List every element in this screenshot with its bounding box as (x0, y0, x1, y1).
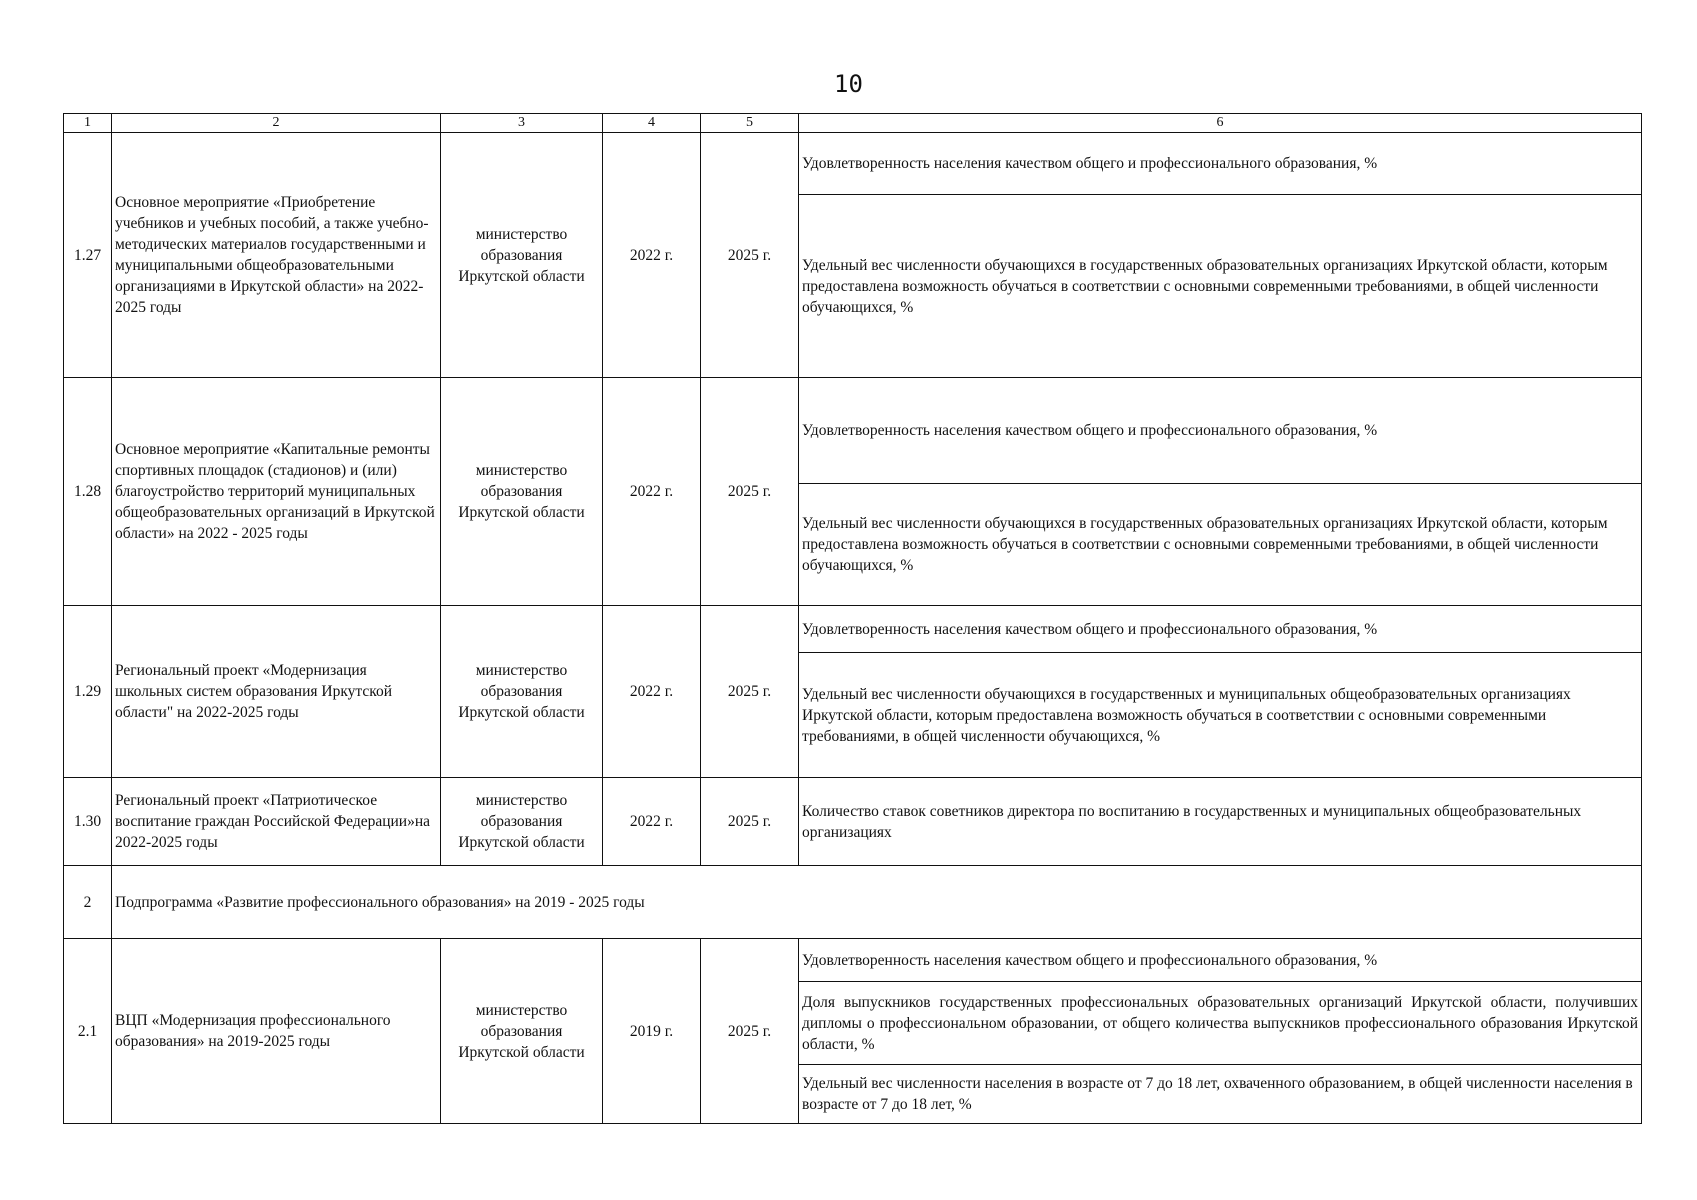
indicator: Количество ставок советников директора по воспитанию в государственных и муниципальных общеобразовательных организациях (799, 778, 1642, 866)
executor: министерство образования Иркутской области (441, 378, 603, 606)
measure-title: ВЦП «Модернизация профессионального образования» на 2019-2025 годы (112, 939, 441, 1124)
subprogram-row (64, 866, 1642, 939)
row-number: 2 (64, 866, 112, 939)
end-year: 2025 г. (701, 133, 799, 378)
executor: министерство образования Иркутской области (441, 133, 603, 378)
executor: министерство образования Иркутской области (441, 778, 603, 866)
start-year: 2019 г. (603, 939, 701, 1124)
column-number: 3 (441, 114, 603, 133)
column-number: 4 (603, 114, 701, 133)
indicator: Удельный вес численности обучающихся в государственных и муниципальных общеобразовательных организациях Иркутской области, которым предоставлена возможность обучаться в соответствии с основными современными требованиями, в общей численности обучающихся, % (799, 653, 1642, 778)
measure-title: Основное мероприятие «Капитальные ремонты спортивных площадок (стадионов) и (или) благоустройство территорий муниципальных общеобразовательных организаций в Иркутской области» на 2022 - 2025 годы (112, 378, 441, 606)
column-number: 5 (701, 114, 799, 133)
column-number-row (64, 114, 1642, 133)
executor: министерство образования Иркутской области (441, 606, 603, 778)
indicator: Удельный вес численности населения в возрасте от 7 до 18 лет, охваченного образованием, в общей численности населения в возрасте от 7 до 18 лет, % (799, 1065, 1642, 1124)
column-number: 6 (799, 114, 1642, 133)
start-year: 2022 г. (603, 778, 701, 866)
page-number: 10 (834, 70, 863, 98)
measure-title: Основное мероприятие «Приобретение учебников и учебных пособий, а также учебно-методических материалов государственными и муниципальными общеобразовательными организациями в Иркутской области» на 2022-2025 годы (112, 133, 441, 378)
row-number: 2.1 (64, 939, 112, 1124)
measures-table (63, 113, 1642, 1124)
column-number: 1 (64, 114, 112, 133)
indicator: Доля выпускников государственных профессиональных образовательных организаций Иркутской области, получивших дипломы о профессиональном образовании, от общего количества выпускников профессионального образования Иркутской области, % (799, 982, 1642, 1065)
executor: министерство образования Иркутской области (441, 939, 603, 1124)
end-year: 2025 г. (701, 778, 799, 866)
row-number: 1.30 (64, 778, 112, 866)
row-number: 1.28 (64, 378, 112, 606)
column-number: 2 (112, 114, 441, 133)
table-row (64, 133, 1642, 195)
end-year: 2025 г. (701, 939, 799, 1124)
table-row (64, 378, 1642, 484)
start-year: 2022 г. (603, 606, 701, 778)
row-number: 1.27 (64, 133, 112, 378)
end-year: 2025 г. (701, 378, 799, 606)
indicator: Удовлетворенность населения качеством общего и профессионального образования, % (799, 939, 1642, 982)
indicator: Удельный вес численности обучающихся в государственных образовательных организациях Иркутской области, которым предоставлена возможность обучаться в соответствии с основными современными требованиями, в общей численности обучающихся, % (799, 195, 1642, 378)
indicator: Удовлетворенность населения качеством общего и профессионального образования, % (799, 133, 1642, 195)
table-row (64, 606, 1642, 653)
start-year: 2022 г. (603, 378, 701, 606)
table-row (64, 939, 1642, 982)
indicator: Удельный вес численности обучающихся в государственных образовательных организациях Иркутской области, которым предоставлена возможность обучаться в соответствии с основными современными требованиями, в общей численности обучающихся, % (799, 484, 1642, 606)
table-row (64, 778, 1642, 866)
indicator: Удовлетворенность населения качеством общего и профессионального образования, % (799, 378, 1642, 484)
subprogram-title: Подпрограмма «Развитие профессионального образования» на 2019 - 2025 годы (112, 866, 1642, 939)
start-year: 2022 г. (603, 133, 701, 378)
measure-title: Региональный проект «Модернизация школьных систем образования Иркутской области" на 2022-2025 годы (112, 606, 441, 778)
measure-title: Региональный проект «Патриотическое воспитание граждан Российской Федерации»на 2022-2025 годы (112, 778, 441, 866)
end-year: 2025 г. (701, 606, 799, 778)
row-number: 1.29 (64, 606, 112, 778)
indicator: Удовлетворенность населения качеством общего и профессионального образования, % (799, 606, 1642, 653)
